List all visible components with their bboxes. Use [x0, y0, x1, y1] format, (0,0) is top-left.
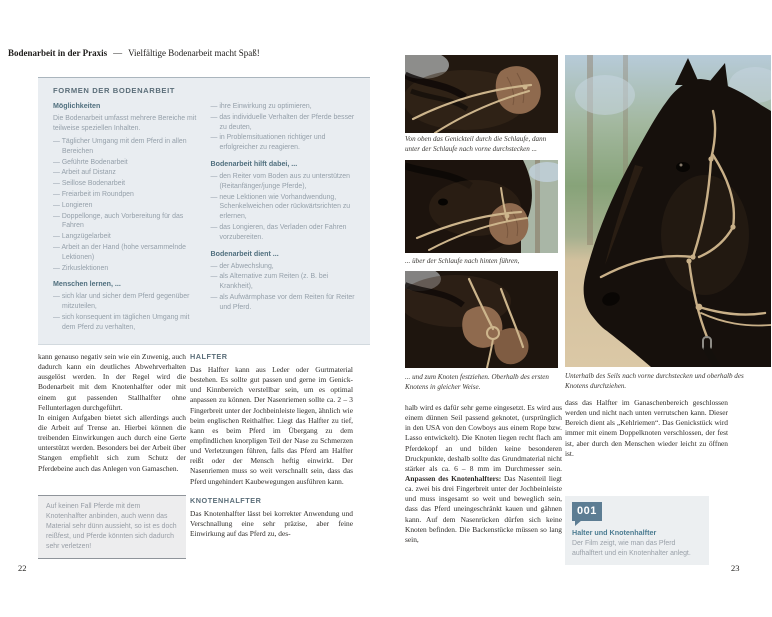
left-body-column-2	[190, 352, 353, 539]
warning-box	[38, 495, 186, 559]
info-box-title: FORMEN DER BODENARBEIT	[53, 86, 176, 95]
inline-bold-anpassen: Anpassen des Knotenhalfters:	[405, 473, 502, 483]
film-description: Der Film zeigt, wie man das Pferd aufhalftert und ein Knotenhalter anlegt.	[572, 540, 691, 557]
photo-halter-step-1	[405, 55, 558, 133]
right-body-column-1	[405, 403, 562, 545]
section-heading-knotenhalfter: KNOTENHALFTER	[190, 495, 262, 505]
page-number-left: 22	[18, 563, 27, 573]
info-list-2	[53, 292, 198, 332]
photo-horse-with-knotenhalfter	[565, 55, 771, 367]
info-box-formen-der-bodenarbeit	[38, 77, 370, 345]
info-list-3	[211, 102, 356, 153]
photo-caption-1: Von oben das Genickteil durch die Schlaufe, dann unter der Schlaufe nach vorne durchstecken ...	[405, 135, 547, 153]
left-body-column-1	[38, 352, 186, 474]
photo-halter-step-2	[405, 160, 558, 253]
list-item: — den Reiter vom Boden aus zu unterstützen (Reitanfänger/junge Pferde),	[211, 172, 356, 192]
film-number-badge: 001	[572, 502, 602, 521]
photo-caption-4: Unterhalb des Seils nach vorne durchstecken und oberhalb des Knotens durchziehen.	[565, 372, 744, 390]
warning-text: Auf keinen Fall Pferde mit dem Knotenhalfter anbinden, auch wenn das Material sehr dünn aussieht, so ist es doch reißfest, und Pferde könnten sich dadurch sehr verletzen!	[46, 503, 177, 550]
list-item: — das individuelle Verhalten der Pferde besser zu deuten,	[211, 113, 356, 133]
list-item: — Arbeit an der Hand (hohe versammelnde Lektionen)	[53, 243, 198, 263]
paragraph: kann genauso negativ sein wie ein Zuwenig, auch dadurch kann ein deutliches Abwehrverhalten ausgelöst werden. In der Regel wird die Bodenarbeit mit dem Knotenhalfter oder mit einem gut passenden Stallhalfter ohne Fellunterlagen durchgeführt.	[38, 352, 186, 412]
film-reference-box	[565, 496, 709, 565]
list-item: — Zirkuslektionen	[53, 264, 198, 274]
section-heading-halfter: HALFTER	[190, 352, 228, 361]
horse-closeup-illustration	[405, 160, 558, 253]
paragraph: Das Halfter kann aus Leder oder Gurtmaterial bestehen. Es sollte gut passen und gerne im Genick- und Kinnbereich verstellbar sein, um es optimal anpassen zu können. Der Nasenriemen sollte ca. 2 – 3 Fingerbreit unter der Jochbeinleiste liegen, ähnlich wie beim englischen Reithalfter. Liegt das Halfter zu tief, kann es beim Pferd im Übergang zu dem empfindlichen knorpligen Teil der Nase zu Schmerzen und Verletzungen führen, falls das Pferd am Halfter reißt oder der Mensch heftig einwirkt. Der Nasenriemen muss so weit verschnallt sein, dass das Pferd ungehindert Kaubewegungen ausführen kann.	[190, 364, 353, 486]
paragraph: Das Knotenhalfter lässt bei korrekter Anwendung und Verschnallung eine sehr präzise, aber feine Einwirkung auf das Pferd zu, des-	[190, 508, 353, 538]
horse-closeup-illustration	[405, 55, 558, 133]
list-item: — Arbeit auf Distanz	[53, 168, 198, 178]
header-separator: —	[113, 48, 123, 58]
list-item: — das Longieren, das Verladen oder Fahren vorzubereiten.	[211, 223, 356, 243]
info-box-column-2	[211, 102, 356, 334]
list-item: — ihre Einwirkung zu optimieren,	[211, 102, 356, 112]
info-list-1	[53, 137, 198, 273]
list-item: — in Problemsituationen richtiger und erfolgreicher zu reagieren.	[211, 133, 356, 153]
paragraph-text: halb wird es dafür sehr gerne eingesetzt. Es wird aus einem dünnen Seil passend geknotet, (ursprünglich in den USA von den Cowboys aus einem Rope bzw. Lasso entwickelt). Die Knoten liegen recht flach am Pferdekopf an und bilden keine besonderen Druckpunkte, deshalb sollte das Grundmaterial nicht stärker als ca. 6 – 8 mm im Durchmesser sein.	[405, 403, 562, 473]
horse-head-illustration	[565, 55, 771, 367]
info-heading-moeglichkeiten: Möglichkeiten	[53, 102, 101, 110]
right-body-column-2	[565, 398, 728, 459]
photo-caption-2: ... über der Schlaufe nach hinten führen,	[405, 257, 520, 265]
info-list-5	[211, 262, 356, 313]
running-header	[8, 48, 260, 58]
photo-caption-3: ... und zum Knoten festziehen. Oberhalb des ersten Knotens in gleicher Weise.	[405, 373, 549, 391]
info-heading-hilft-dabei: Bodenarbeit hilft dabei, ...	[210, 159, 298, 168]
info-intro: Die Bodenarbeit umfasst mehrere Bereiche mit teilweise speziellen Inhalten.	[53, 115, 197, 132]
list-item: — Langzügelarbeit	[53, 232, 198, 242]
list-item: — Geführte Bodenarbeit	[53, 158, 198, 168]
list-item: — neue Lektionen wie Vorhandwendung, Schenkelweichen oder rückwärtsrichten zu erlernen,	[211, 193, 356, 222]
list-item: — als Alternative zum Reiten (z. B. bei Krankheit),	[211, 272, 356, 292]
paragraph	[405, 403, 562, 545]
paragraph-text: Das Nasenteil liegt ca. zwei bis drei Fingerbreit unter der Jochbeinleiste und muss insgesamt so weit und beweglich sein, dass das Pferd uneingeschränkt kauen und gähnen kann. Auf dem Nasenrücken dürfen sich keine Knoten befinden. Die Backenstücke müssen so lang sein,	[405, 473, 562, 544]
list-item: — Seillose Bodenarbeit	[53, 179, 198, 189]
list-item: — als Aufwärmphase vor dem Reiten für Reiter und Pferd.	[211, 293, 356, 313]
horse-closeup-illustration	[405, 271, 558, 368]
info-heading-menschen-lernen: Menschen lernen, ...	[53, 280, 121, 289]
chapter-title: Bodenarbeit in der Praxis	[8, 48, 108, 58]
list-item: — Freiarbeit im Roundpen	[53, 190, 198, 200]
list-item: — Täglicher Umgang mit dem Pferd in allen Bereichen	[53, 137, 198, 157]
photo-halter-step-3	[405, 271, 558, 368]
list-item: — sich konsequent im täglichen Umgang mit dem Pferd zu verhalten,	[53, 313, 198, 333]
info-box-column-1	[53, 102, 198, 334]
list-item: — Longieren	[53, 201, 198, 211]
paragraph: In einigen Aufgaben bietet sich allerdings auch die Arbeit auf Trense an. Hierbei können die treibenden Einwirkungen auch durch eine Gerte unterstützt werden. Besonders bei der Arbeit über Stangen empfiehlt sich zum Schutz der Pferdebeine auch das Anlegen von Gamaschen.	[38, 412, 186, 473]
list-item: — sich klar und sicher dem Pferd gegenüber mitzuteilen,	[53, 292, 198, 312]
header-subtitle: Vielfältige Bodenarbeit macht Spaß!	[128, 48, 260, 58]
list-item: — der Abwechslung,	[211, 262, 356, 272]
film-title: Halter und Knotenhalfter	[572, 528, 657, 537]
info-heading-dient: Bodenarbeit dient ...	[210, 249, 279, 258]
info-list-4	[211, 172, 356, 243]
page-number-right: 23	[731, 563, 740, 573]
paragraph: dass das Halfter im Ganaschenbereich geschlossen werden und nicht nach unten verrutschen kann. Dieser Bereich dient als „Kehlriemen“. Das Genickstück wird immer mit einem Doppelknoten verschlossen, der fest ist, aber durch den Menschen wieder leicht zu öffnen ist.	[565, 398, 728, 458]
list-item: — Doppellonge, auch Vorbereitung für das Fahren	[53, 212, 198, 232]
